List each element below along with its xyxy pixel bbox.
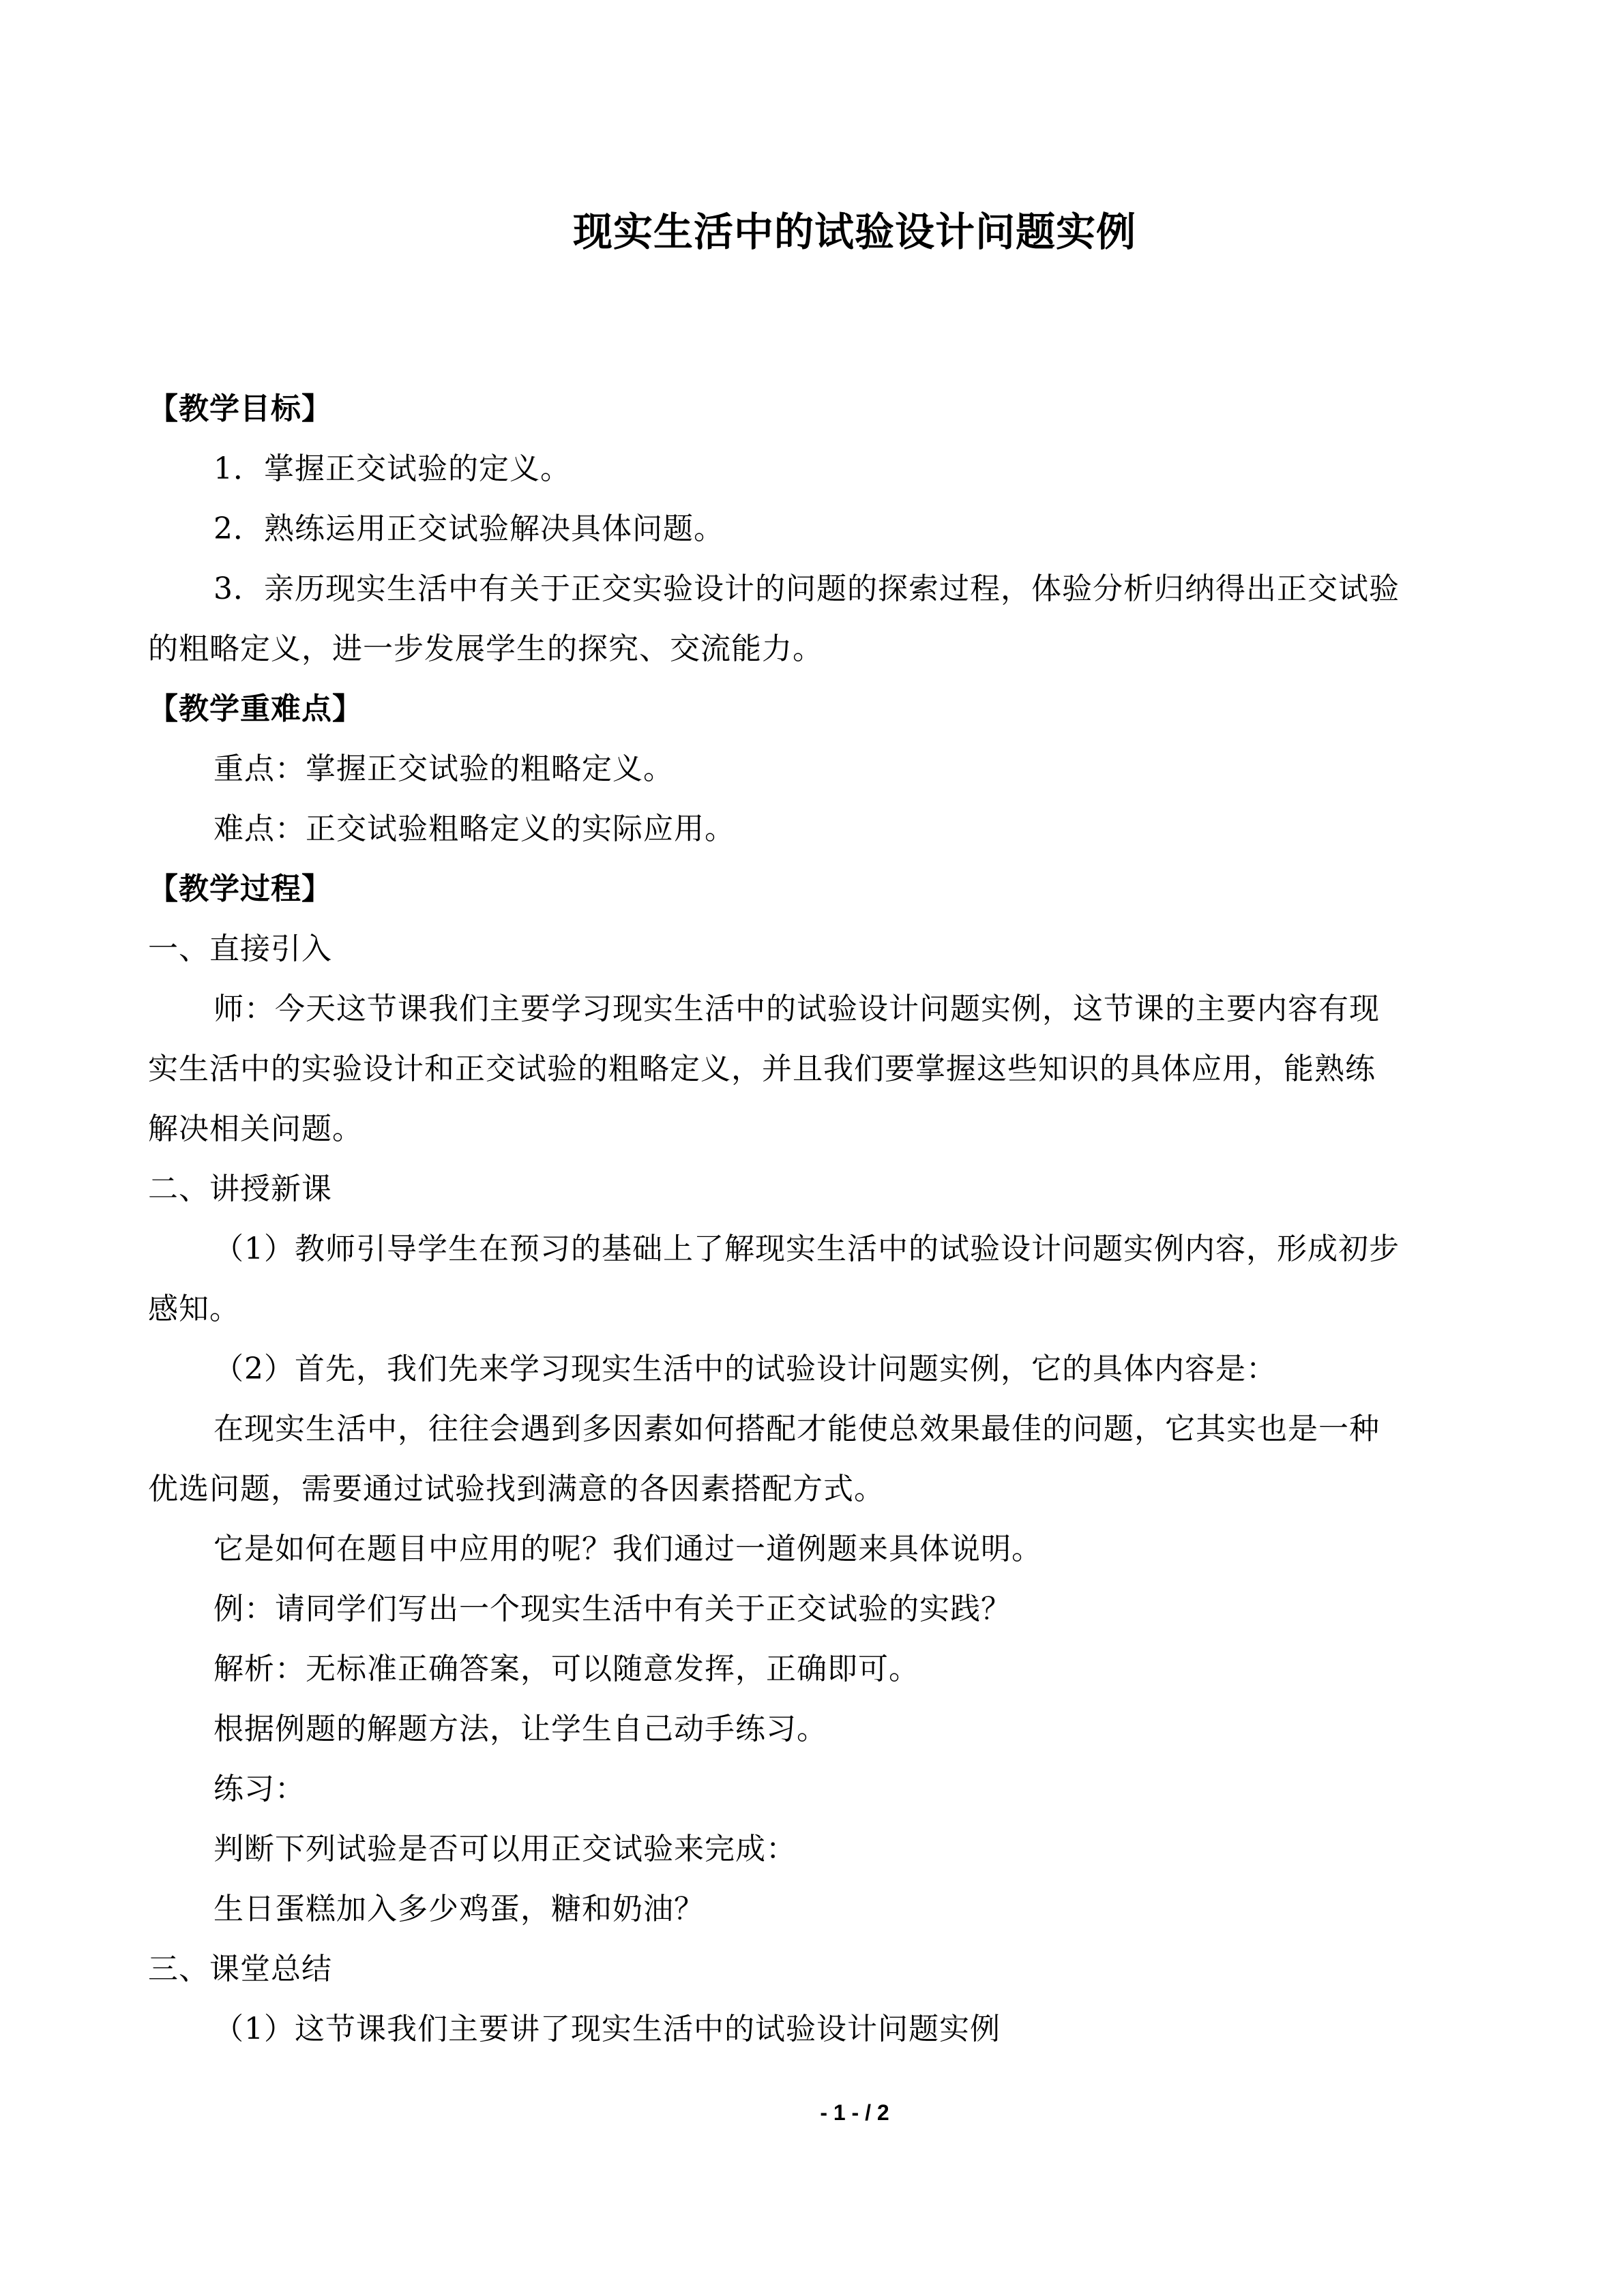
- text-line: 解决相关问题。: [148, 1112, 363, 1146]
- text-line: 三、课堂总结: [148, 1952, 332, 1986]
- page-number: - 1 - / 2: [820, 2100, 889, 2125]
- text-line: 1．掌握正交试验的定义。: [213, 451, 571, 486]
- text-line: 优选问题，需要通过试验找到满意的各因素搭配方式。: [148, 1472, 885, 1506]
- section-heading: 【教学重难点】: [148, 691, 363, 726]
- text-line: 它是如何在题目中应用的呢？我们通过一道例题来具体说明。: [213, 1532, 1042, 1566]
- document-title: 现实生活中的试验设计问题实例: [572, 209, 1136, 255]
- text-line: 3．亲历现实生活中有关于正交实验设计的问题的探索过程，体验分析归纳得出正交试验: [213, 571, 1400, 606]
- text-line: 实生活中的实验设计和正交试验的粗略定义，并且我们要掌握这些知识的具体应用，能熟练: [148, 1052, 1376, 1086]
- text-line: 判断下列试验是否可以用正交试验来完成：: [213, 1832, 797, 1866]
- text-line: 一、直接引入: [148, 931, 332, 966]
- text-line: 在现实生活中，往往会遇到多因素如何搭配才能使总效果最佳的问题，它其实也是一种: [213, 1412, 1380, 1446]
- text-line: 师：今天这节课我们主要学习现实生活中的试验设计问题实例，这节课的主要内容有现: [213, 992, 1380, 1026]
- text-line: （1）教师引导学生在预习的基础上了解现实生活中的试验设计问题实例内容，形成初步: [213, 1232, 1400, 1266]
- text-line: 二、讲授新课: [148, 1172, 332, 1206]
- text-line: 感知。: [148, 1292, 240, 1326]
- text-line: 练习：: [213, 1772, 306, 1806]
- text-line: 难点：正交试验粗略定义的实际应用。: [213, 811, 735, 846]
- text-line: 的粗略定义，进一步发展学生的探究、交流能力。: [148, 631, 823, 666]
- text-line: （1）这节课我们主要讲了现实生活中的试验设计问题实例: [213, 2012, 1001, 2046]
- text-line: （2）首先，我们先来学习现实生活中的试验设计问题实例，它的具体内容是：: [213, 1352, 1277, 1386]
- document-body: [148, 379, 1485, 2059]
- text-line: 2．熟练运用正交试验解决具体问题。: [213, 511, 724, 546]
- text-line: 生日蛋糕加入多少鸡蛋，糖和奶油？: [213, 1892, 705, 1926]
- section-heading: 【教学过程】: [148, 871, 332, 906]
- text-line: 重点：掌握正交试验的粗略定义。: [213, 751, 674, 786]
- text-line: 根据例题的解题方法，让学生自己动手练习。: [213, 1712, 827, 1746]
- section-heading: 【教学目标】: [148, 391, 332, 426]
- text-line: 例：请同学们写出一个现实生活中有关于正交试验的实践？: [213, 1592, 1012, 1626]
- text-line: 解析：无标准正确答案，可以随意发挥，正确即可。: [213, 1652, 919, 1686]
